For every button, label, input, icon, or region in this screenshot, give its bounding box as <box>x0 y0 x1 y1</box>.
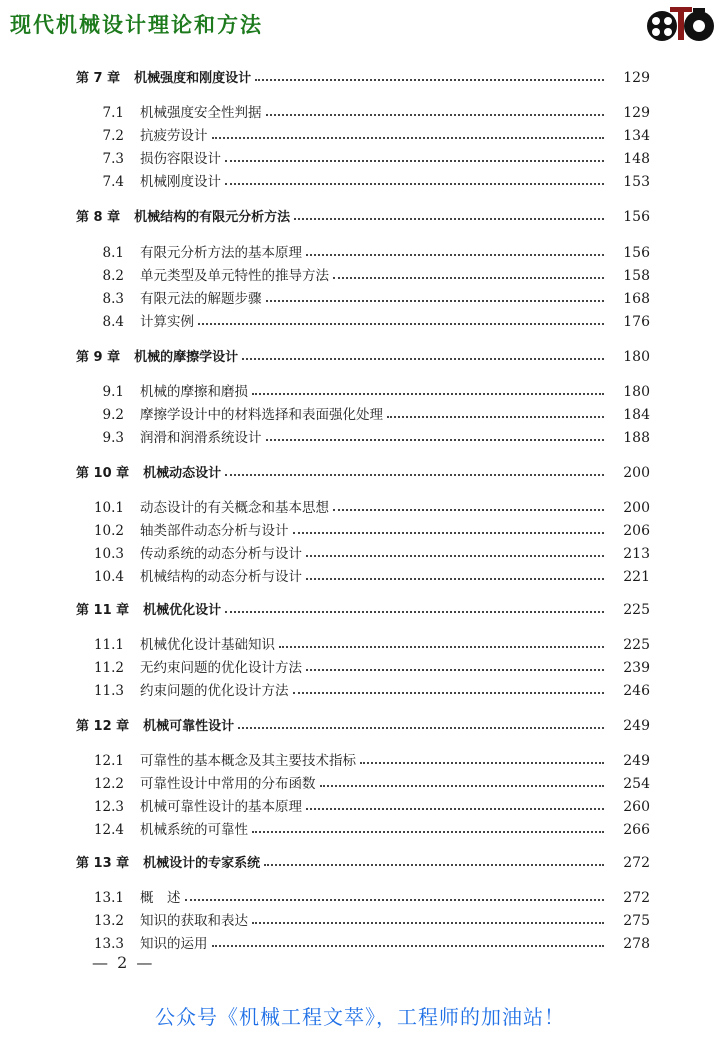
toc-section-row <box>0 540 720 562</box>
toc-entry-number: 12.1 <box>93 753 124 769</box>
toc-entry-number: 第 13 章 <box>76 856 130 871</box>
toc-entry-page: 225 <box>623 602 650 618</box>
toc-entry-title: 机械优化设计 <box>143 603 222 618</box>
toc-entry-title: 机械可靠性设计的基本原理 <box>140 799 302 815</box>
toc-entry-number: 第 12 章 <box>76 719 130 734</box>
toc-chapter-row <box>0 596 720 618</box>
toc-section-row <box>0 99 720 121</box>
toc-entry-number: 9.2 <box>102 407 124 423</box>
toc-chapter-row <box>0 712 720 734</box>
toc-section-row <box>0 168 720 190</box>
toc-section-row <box>0 930 720 952</box>
toc-dot-leader <box>306 669 604 671</box>
toc-entry-title: 机械强度和刚度设计 <box>134 71 252 86</box>
toc-dot-leader <box>252 831 604 833</box>
toc-entry-title: 机械可靠性设计 <box>143 719 235 734</box>
toc-dot-leader <box>264 864 604 866</box>
toc-chapter-row <box>0 459 720 481</box>
toc-entry-title: 可靠性的基本概念及其主要技术指标 <box>140 753 356 769</box>
toc-entry-title: 损伤容限设计 <box>140 151 221 167</box>
toc-dot-leader <box>185 899 605 901</box>
toc-entry-title: 可靠性设计中常用的分布函数 <box>140 776 316 792</box>
toc-entry-page: 246 <box>623 683 650 699</box>
toc-entry-number: 第 7 章 <box>76 71 121 86</box>
toc-entry-page: 249 <box>623 718 650 734</box>
toc-entry-number: 13.1 <box>93 890 124 906</box>
toc-section-row <box>0 677 720 699</box>
toc-entry-page: 200 <box>623 465 650 481</box>
toc-entry-number: 10.2 <box>93 523 124 539</box>
toc-dot-leader <box>293 532 605 534</box>
toc-entry-page: 266 <box>623 822 650 838</box>
toc-entry-title: 传动系统的动态分析与设计 <box>140 546 302 562</box>
toc-dot-leader <box>306 555 604 557</box>
toc-entry-title: 动态设计的有关概念和基本思想 <box>140 500 329 516</box>
toc-dot-leader <box>306 254 604 256</box>
toc-entry-title: 无约束问题的优化设计方法 <box>140 660 302 676</box>
toc-dot-leader <box>255 79 604 81</box>
toc-section-row <box>0 122 720 144</box>
toc-entry-title: 润滑和润滑系统设计 <box>140 430 262 446</box>
toc-entry-page: 153 <box>623 174 650 190</box>
toc-entry-page: 249 <box>623 753 650 769</box>
toc-entry-page: 129 <box>623 105 650 121</box>
toc-section-row <box>0 262 720 284</box>
toc-entry-page: 272 <box>623 890 650 906</box>
toc-entry-title: 机械刚度设计 <box>140 174 221 190</box>
toc-entry-page: 148 <box>623 151 650 167</box>
toc-section-row <box>0 308 720 330</box>
toc-section-row <box>0 563 720 585</box>
toc-entry-number: 8.2 <box>102 268 124 284</box>
toc-dot-leader <box>294 218 604 220</box>
toc-entry-title: 机械动态设计 <box>143 466 222 481</box>
toc-entry-title: 知识的运用 <box>140 936 208 952</box>
toc-entry-page: 180 <box>623 349 650 365</box>
toc-section-row <box>0 494 720 516</box>
toc-section-row <box>0 770 720 792</box>
toc-section-row <box>0 285 720 307</box>
toc-entry-number: 9.1 <box>102 384 124 400</box>
toc-entry-page: 134 <box>623 128 650 144</box>
toc-section-row <box>0 884 720 906</box>
toc-entry-number: 7.3 <box>102 151 124 167</box>
toc-entry-page: 156 <box>623 209 650 225</box>
toc-dot-leader <box>320 785 605 787</box>
toc-entry-title: 机械强度安全性判据 <box>140 105 262 121</box>
toc-entry-title: 概 述 <box>140 890 181 906</box>
toc-entry-title: 计算实例 <box>140 314 194 330</box>
toc-dot-leader <box>225 611 604 613</box>
toc-entry-title: 有限元法的解题步骤 <box>140 291 262 307</box>
toc-entry-number: 9.3 <box>102 430 124 446</box>
toc-entry-number: 第 10 章 <box>76 466 130 481</box>
toc-dot-leader <box>225 160 604 162</box>
toc-section-row <box>0 424 720 446</box>
toc-section-row <box>0 145 720 167</box>
toc-entry-page: 156 <box>623 245 650 261</box>
page-number: — 2 — <box>92 953 155 972</box>
toc-dot-leader <box>333 509 604 511</box>
toc-entry-page: 188 <box>623 430 650 446</box>
toc-dot-leader <box>279 646 604 648</box>
toc-entry-title: 机械设计的专家系统 <box>143 856 261 871</box>
toc-entry-number: 12.4 <box>93 822 124 838</box>
toc-dot-leader <box>266 300 605 302</box>
toc-entry-number: 10.3 <box>93 546 124 562</box>
toc-section-row <box>0 907 720 929</box>
toc-entry-page: 254 <box>623 776 650 792</box>
footer-banner: 公众号《机械工程文萃》，工程师的加油站！ <box>155 1005 565 1029</box>
toc-entry-title: 有限元分析方法的基本原理 <box>140 245 302 261</box>
toc-entry-number: 10.4 <box>93 569 124 585</box>
toc-entry-title: 机械结构的动态分析与设计 <box>140 569 302 585</box>
toc-entry-title: 机械的摩擦学设计 <box>134 350 239 365</box>
toc-entry-number: 11.2 <box>93 660 124 676</box>
toc-entry-number: 第 8 章 <box>76 210 121 225</box>
toc-entry-page: 180 <box>623 384 650 400</box>
toc-dot-leader <box>387 416 604 418</box>
toc-entry-title: 轴类部件动态分析与设计 <box>140 523 289 539</box>
header-title: 现代机械设计理论和方法 <box>10 13 263 37</box>
toc-entry-title: 摩擦学设计中的材料选择和表面强化处理 <box>140 407 383 423</box>
toc-entry-title: 约束问题的优化设计方法 <box>140 683 289 699</box>
toc-entry-page: 239 <box>623 660 650 676</box>
toc-entry-page: 184 <box>623 407 650 423</box>
toc-chapter-row <box>0 203 720 225</box>
toc-dot-leader <box>306 578 604 580</box>
toc-entry-page: 225 <box>623 637 650 653</box>
toc-entry-page: 278 <box>623 936 650 952</box>
toc-dot-leader <box>225 183 604 185</box>
toc-entry-title: 知识的获取和表达 <box>140 913 248 929</box>
toc-chapter-row <box>0 64 720 86</box>
toc-entry-page: 213 <box>623 546 650 562</box>
toc-section-row <box>0 378 720 400</box>
toc-entry-page: 129 <box>623 70 650 86</box>
toc-entry-title: 机械的摩擦和磨损 <box>140 384 248 400</box>
toc-dot-leader <box>238 727 604 729</box>
toc-entry-title: 机械优化设计基础知识 <box>140 637 275 653</box>
toc-chapter-row <box>0 343 720 365</box>
toc-entry-number: 13.2 <box>93 913 124 929</box>
toc-entry-page: 260 <box>623 799 650 815</box>
toc-section-row <box>0 747 720 769</box>
toc-entry-number: 13.3 <box>93 936 124 952</box>
toc-dot-leader <box>293 692 605 694</box>
toc-entry-page: 200 <box>623 500 650 516</box>
toc-entry-title: 单元类型及单元特性的推导方法 <box>140 268 329 284</box>
toc-dot-leader <box>198 323 604 325</box>
toc-dot-leader <box>212 945 605 947</box>
toc-chapter-row <box>0 849 720 871</box>
toc-dot-leader <box>242 358 604 360</box>
toc-entry-page: 206 <box>623 523 650 539</box>
toc-entry-number: 12.3 <box>93 799 124 815</box>
toc-section-row <box>0 631 720 653</box>
toc-entry-page: 272 <box>623 855 650 871</box>
toc-entry-number: 10.1 <box>93 500 124 516</box>
toc-dot-leader <box>360 762 604 764</box>
toc-section-row <box>0 793 720 815</box>
toc-dot-leader <box>333 277 604 279</box>
toc-entry-number: 第 11 章 <box>76 603 130 618</box>
toc-entry-number: 12.2 <box>93 776 124 792</box>
toc-entry-page: 158 <box>623 268 650 284</box>
toc-entry-number: 7.4 <box>102 174 124 190</box>
toc-section-row <box>0 239 720 261</box>
toc-dot-leader <box>212 137 605 139</box>
toc-entry-page: 275 <box>623 913 650 929</box>
toc-dot-leader <box>252 393 604 395</box>
toc-entry-title: 机械系统的可靠性 <box>140 822 248 838</box>
toc-entry-title: 机械结构的有限元分析方法 <box>134 210 291 225</box>
toc-section-row <box>0 816 720 838</box>
toc-section-row <box>0 401 720 423</box>
toc-entry-number: 11.3 <box>93 683 124 699</box>
toc-entry-number: 8.1 <box>102 245 124 261</box>
toc-entry-number: 第 9 章 <box>76 350 121 365</box>
toc-entry-page: 221 <box>623 569 650 585</box>
toc-dot-leader <box>252 922 604 924</box>
toc-entry-number: 11.1 <box>93 637 124 653</box>
toc-entry-number: 7.1 <box>102 105 124 121</box>
toc-entry-page: 176 <box>623 314 650 330</box>
toc-dot-leader <box>266 114 605 116</box>
toc-entry-title: 抗疲劳设计 <box>140 128 208 144</box>
toc-entry-number: 7.2 <box>102 128 124 144</box>
toc-entry-page: 168 <box>623 291 650 307</box>
toc-dot-leader <box>266 439 605 441</box>
toc-entry-number: 8.4 <box>102 314 124 330</box>
toc-section-row <box>0 654 720 676</box>
toc-entry-number: 8.3 <box>102 291 124 307</box>
toc-dot-leader <box>306 808 604 810</box>
toc-section-row <box>0 517 720 539</box>
toc-dot-leader <box>225 474 604 476</box>
